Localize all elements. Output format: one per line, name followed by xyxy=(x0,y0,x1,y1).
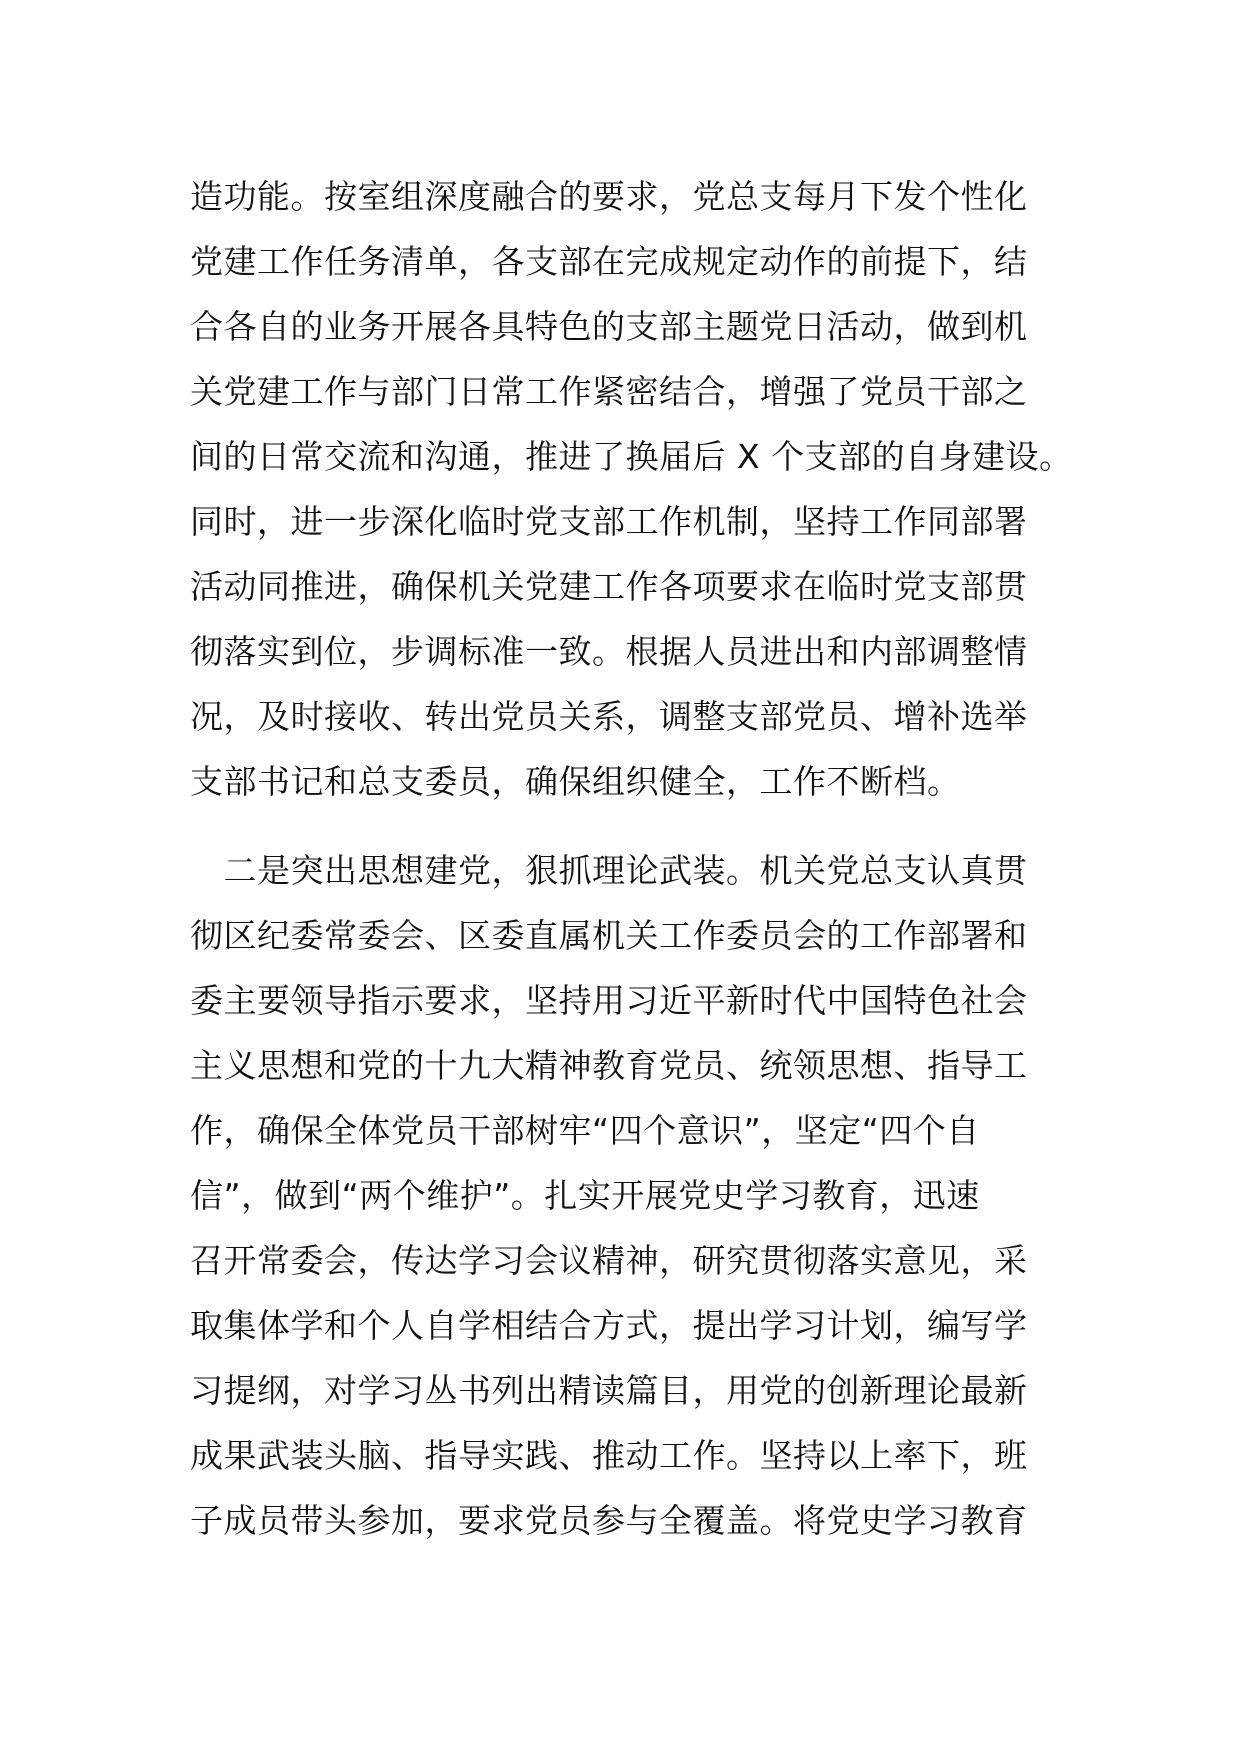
text-line: 况，及时接收、转出党员关系，调整支部党员、增补选举 xyxy=(190,697,1028,736)
text-line: 二是突出思想建党，狠抓理论武装。机关党总支认真贯 xyxy=(190,851,1028,890)
text-line: 造功能。按室组深度融合的要求，党总支每月下发个性化 xyxy=(190,177,1028,216)
text-line: 支部书记和总支委员，确保组织健全，工作不断档。 xyxy=(190,762,961,801)
text-line: 信”，做到“两个维护”。扎实开展党史学习教育，迅速 xyxy=(190,1176,980,1215)
text-line: 活动同推进，确保机关党建工作各项要求在临时党支部贯 xyxy=(190,567,1028,606)
text-line: 取集体学和个人自学相结合方式，提出学习计划，编写学 xyxy=(190,1306,1028,1345)
text-line: 委主要领导指示要求，坚持用习近平新时代中国特色社会 xyxy=(190,981,1028,1020)
text-line: 习提纲，对学习丛书列出精读篇目，用党的创新理论最新 xyxy=(190,1371,1028,1410)
text-line: 召开常委会，传达学习会议精神，研究贯彻落实意见，采 xyxy=(190,1241,1028,1280)
text-line: 同时，进一步深化临时党支部工作机制，坚持工作同部署 xyxy=(190,502,1028,541)
text-line: 作，确保全体党员干部树牢“四个意识”，坚定“四个自 xyxy=(190,1111,980,1150)
text-line: 间的日常交流和沟通，推进了换届后 X 个支部的自身建设。 xyxy=(190,437,1073,476)
text-line: 子成员带头参加，要求党员参与全覆盖。将党史学习教育 xyxy=(190,1501,1028,1540)
paragraph-2 xyxy=(190,838,1070,1553)
text-line: 彻区纪委常委会、区委直属机关工作委员会的工作部署和 xyxy=(190,916,1028,955)
text-line: 彻落实到位，步调标准一致。根据人员进出和内部调整情 xyxy=(190,632,1028,671)
paragraph-1 xyxy=(190,164,1073,814)
text-line: 成果武装头脑、指导实践、推动工作。坚持以上率下，班 xyxy=(190,1436,1028,1475)
text-line: 关党建工作与部门日常工作紧密结合，增强了党员干部之 xyxy=(190,372,1028,411)
text-line: 党建工作任务清单，各支部在完成规定动作的前提下，结 xyxy=(190,242,1028,281)
text-line: 主义思想和党的十九大精神教育党员、统领思想、指导工 xyxy=(190,1046,1028,1085)
text-line: 合各自的业务开展各具特色的支部主题党日活动，做到机 xyxy=(190,307,1028,346)
